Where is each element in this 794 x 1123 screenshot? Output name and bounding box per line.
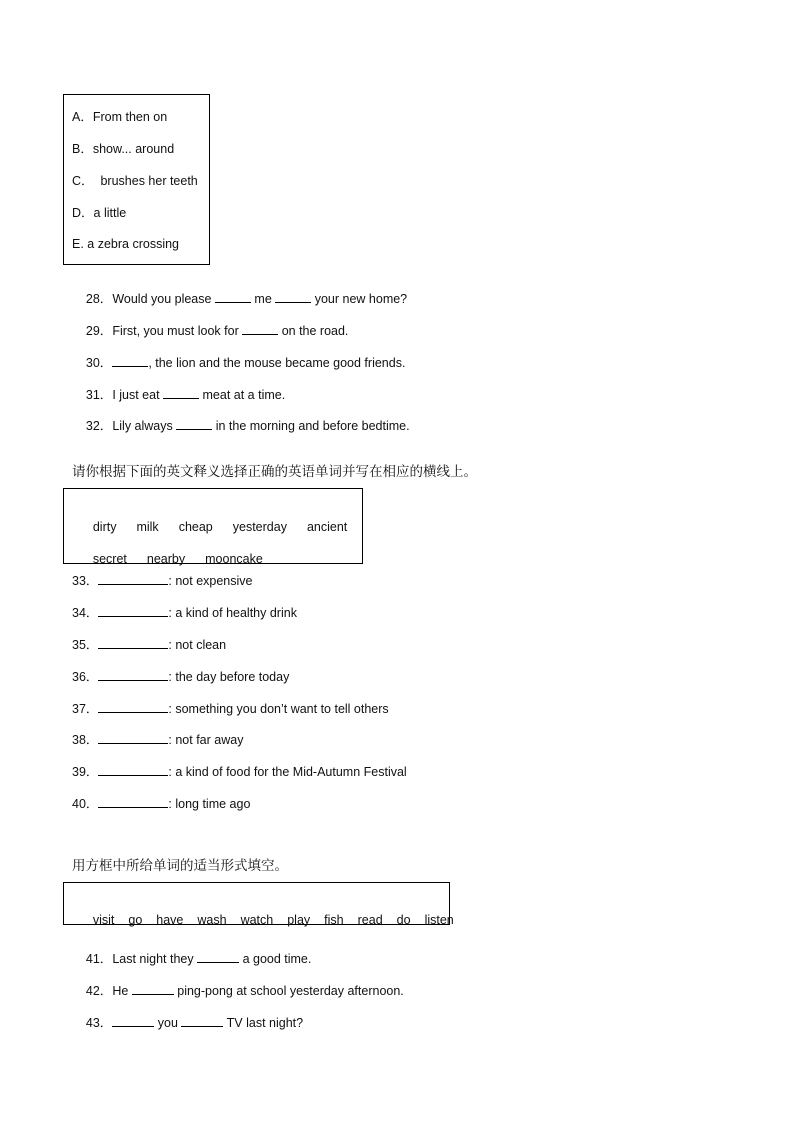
- answer-blank[interactable]: [215, 290, 251, 303]
- word-item: fish: [324, 913, 344, 927]
- answer-blank[interactable]: [197, 950, 239, 963]
- question-43: 43． you TV last night?: [85, 1016, 304, 1030]
- option-d: D．a little: [72, 206, 127, 220]
- option-e: E. a zebra crossing: [72, 237, 179, 251]
- question-40: 40． : long time ago: [72, 797, 251, 811]
- word-item: listen: [424, 913, 454, 927]
- option-a: A．From then on: [72, 110, 168, 124]
- word-item: visit: [92, 913, 115, 927]
- answer-blank[interactable]: [98, 731, 168, 744]
- word-bank-box: [63, 488, 363, 564]
- word-item: wash: [197, 913, 227, 927]
- section3-instruction: 用方框中所给单词的适当形式填空。: [72, 858, 288, 874]
- options-box: [63, 94, 210, 265]
- answer-blank[interactable]: [98, 795, 168, 808]
- word-item: go: [128, 913, 143, 927]
- question-35: 35． : not clean: [72, 638, 227, 652]
- answer-blank[interactable]: [98, 700, 168, 713]
- verb-bank-box: [63, 882, 454, 927]
- word-item: nearby: [146, 552, 186, 566]
- answer-blank[interactable]: [181, 1014, 223, 1027]
- answer-blank[interactable]: [98, 604, 168, 617]
- word-item: dirty: [92, 520, 117, 534]
- answer-blank[interactable]: [163, 386, 199, 399]
- word-item: have: [156, 913, 184, 927]
- answer-blank[interactable]: [275, 290, 311, 303]
- question-36: 36． : the day before today: [72, 670, 290, 684]
- word-item: yesterday: [232, 520, 287, 534]
- option-b: B．show... around: [72, 142, 175, 156]
- question-42: 42．He ping-pong at school yesterday afternoon.: [85, 984, 404, 998]
- word-item: play: [287, 913, 311, 927]
- question-39: 39． : a kind of food for the Mid-Autumn Festival: [72, 765, 407, 779]
- answer-blank[interactable]: [132, 982, 174, 995]
- section2-instruction: 请你根据下面的英文释义选择正确的英语单词并写在相应的横线上。: [72, 464, 477, 480]
- question-41: 41．Last night they a good time.: [85, 952, 312, 966]
- answer-blank[interactable]: [176, 417, 212, 430]
- question-33: 33． : not expensive: [72, 574, 253, 588]
- word-item: secret: [92, 552, 127, 566]
- option-c: C． brushes her teeth: [72, 174, 198, 188]
- word-item: milk: [136, 520, 159, 534]
- answer-blank[interactable]: [242, 322, 278, 335]
- question-29: 29．First, you must look for on the road.: [85, 324, 349, 338]
- answer-blank[interactable]: [98, 763, 168, 776]
- word-item: watch: [240, 913, 274, 927]
- word-item: mooncake: [205, 552, 263, 566]
- answer-blank[interactable]: [98, 668, 168, 681]
- question-38: 38． : not far away: [72, 733, 244, 747]
- answer-blank[interactable]: [112, 354, 148, 367]
- question-32: 32．Lily always in the morning and before bedtime.: [85, 419, 410, 433]
- question-30: 30． , the lion and the mouse became good friends.: [85, 356, 406, 370]
- question-31: 31．I just eat meat at a time.: [85, 388, 286, 402]
- question-34: 34． : a kind of healthy drink: [72, 606, 297, 620]
- answer-blank[interactable]: [98, 572, 168, 585]
- word-item: read: [357, 913, 383, 927]
- answer-blank[interactable]: [112, 1014, 154, 1027]
- question-28: 28．Would you please me your new home?: [85, 292, 408, 306]
- word-item: ancient: [306, 520, 348, 534]
- answer-blank[interactable]: [98, 636, 168, 649]
- question-37: 37． : something you don’t want to tell others: [72, 702, 389, 716]
- word-item: cheap: [178, 520, 213, 534]
- word-item: do: [396, 913, 411, 927]
